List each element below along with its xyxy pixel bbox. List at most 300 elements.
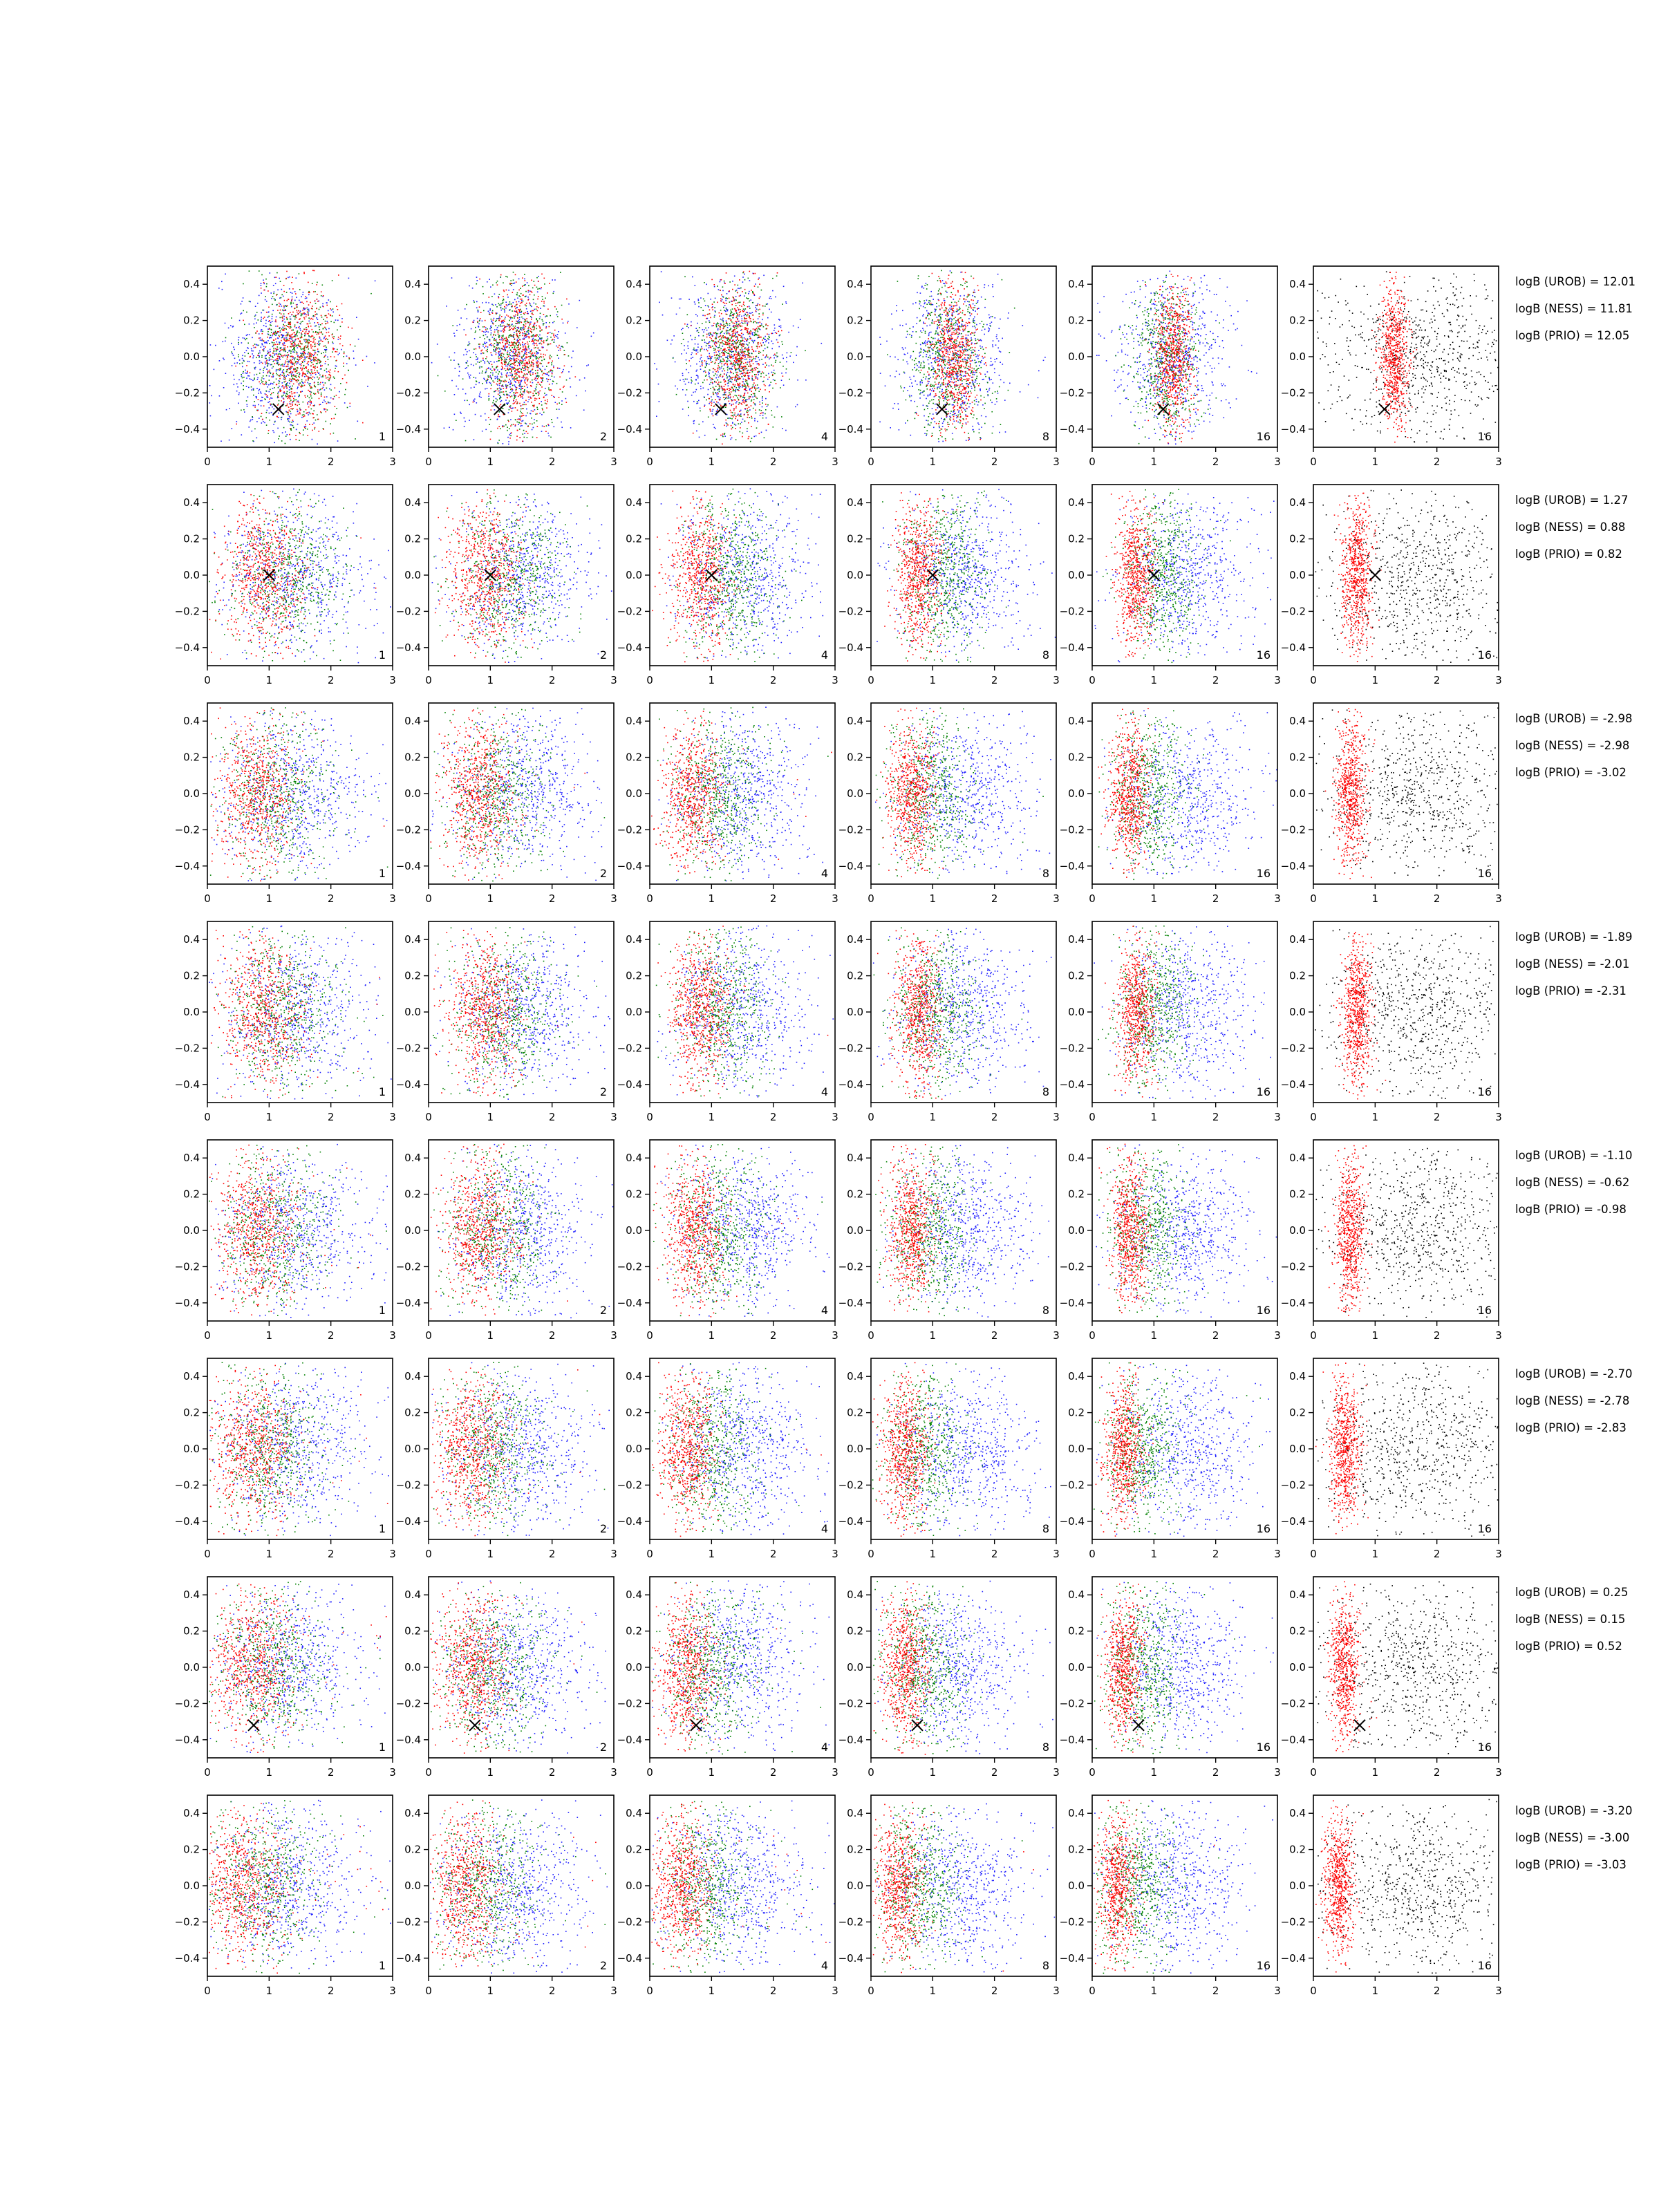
scatter-point xyxy=(749,332,750,333)
scatter-point xyxy=(523,359,524,361)
scatter-point xyxy=(509,335,510,336)
scatter-point xyxy=(776,360,777,362)
scatter-point xyxy=(270,404,272,406)
scatter-point xyxy=(291,363,292,364)
scatter-point xyxy=(290,346,292,348)
scatter-point xyxy=(514,316,516,317)
scatter-point xyxy=(285,321,286,323)
scatter-point xyxy=(548,362,550,364)
scatter-point xyxy=(522,367,523,368)
scatter-point xyxy=(269,391,270,393)
scatter-point xyxy=(747,370,749,371)
scatter-point xyxy=(707,356,709,357)
scatter-point xyxy=(261,340,263,341)
scatter-point xyxy=(511,383,512,384)
scatter-point xyxy=(773,372,774,373)
scatter-point xyxy=(734,424,735,425)
scatter-point xyxy=(302,348,303,350)
scatter-point xyxy=(281,306,282,307)
scatter-point xyxy=(521,300,523,301)
scatter-point xyxy=(686,326,688,327)
scatter-point xyxy=(704,301,706,302)
scatter-point xyxy=(259,357,260,358)
scatter-point xyxy=(326,332,328,334)
scatter-point xyxy=(289,392,290,393)
scatter-point xyxy=(297,373,298,374)
scatter-point xyxy=(488,377,489,378)
scatter-point xyxy=(529,294,531,296)
scatter-point xyxy=(310,346,312,347)
scatter-point xyxy=(542,380,543,382)
y-tick-label: 0.4 xyxy=(404,278,421,290)
scatter-point xyxy=(287,366,288,367)
scatter-point xyxy=(270,404,271,405)
scatter-point xyxy=(519,365,521,366)
scatter-point xyxy=(512,324,513,325)
scatter-point xyxy=(234,384,235,386)
scatter-point xyxy=(520,348,521,350)
scatter-point xyxy=(301,315,302,317)
scatter-point xyxy=(285,405,287,406)
scatter-point xyxy=(681,353,682,355)
scatter-point xyxy=(722,361,724,362)
scatter-point xyxy=(518,380,520,382)
scatter-point xyxy=(751,353,753,355)
scatter-point xyxy=(503,336,504,337)
scatter-point xyxy=(367,386,368,387)
scatter-point xyxy=(510,350,512,351)
scatter-point xyxy=(498,388,499,389)
scatter-point xyxy=(687,324,688,326)
scatter-point xyxy=(522,341,523,343)
scatter-point xyxy=(223,387,225,388)
scatter-point xyxy=(527,311,528,312)
scatter-point xyxy=(682,373,684,375)
scatter-point xyxy=(702,315,704,317)
x-tick-label: 3 xyxy=(610,456,617,468)
scatter-point xyxy=(500,339,502,341)
scatter-point xyxy=(691,353,693,354)
scatter-point xyxy=(314,367,315,368)
scatter-point xyxy=(528,391,529,393)
scatter-point xyxy=(514,334,515,335)
scatter-point xyxy=(728,380,729,382)
scatter-point xyxy=(292,362,294,364)
scatter-point xyxy=(254,362,255,364)
scatter-point xyxy=(696,389,697,391)
scatter-point xyxy=(701,346,702,348)
scatter-point xyxy=(558,350,559,351)
scatter-point xyxy=(536,413,538,415)
scatter-point xyxy=(697,402,699,404)
scatter-point xyxy=(313,422,315,424)
scatter-point xyxy=(494,350,496,352)
scatter-point xyxy=(297,379,299,381)
scatter-point xyxy=(308,315,309,316)
scatter-point xyxy=(319,337,321,339)
scatter-point xyxy=(356,317,357,318)
scatter-point xyxy=(514,371,516,373)
scatter-point xyxy=(526,423,527,424)
scatter-point xyxy=(285,386,287,387)
scatter-point xyxy=(522,344,523,345)
scatter-point xyxy=(523,377,525,379)
scatter-point xyxy=(474,348,475,350)
scatter-point xyxy=(537,378,538,379)
scatter-point xyxy=(540,363,541,364)
scatter-point xyxy=(243,297,244,299)
scatter-point xyxy=(332,335,333,336)
scatter-point xyxy=(313,411,315,412)
scatter-point xyxy=(503,349,505,350)
scatter-point xyxy=(731,438,733,439)
scatter-point xyxy=(543,412,545,413)
scatter-point xyxy=(797,404,798,406)
scatter-point xyxy=(273,351,274,353)
scatter-point xyxy=(279,306,280,307)
scatter-point xyxy=(514,327,516,328)
scatter-point xyxy=(507,352,508,353)
scatter-point xyxy=(287,404,288,405)
scatter-point xyxy=(299,300,300,301)
scatter-point xyxy=(340,326,341,328)
scatter-point xyxy=(557,316,559,317)
scatter-point xyxy=(527,299,529,301)
scatter-point xyxy=(451,359,452,361)
scatter-point xyxy=(314,359,315,360)
scatter-point xyxy=(290,292,292,293)
scatter-point xyxy=(261,405,262,406)
scatter-point xyxy=(247,406,248,407)
scatter-point xyxy=(530,321,532,323)
scatter-point xyxy=(293,368,294,370)
scatter-point xyxy=(292,388,293,390)
scatter-point xyxy=(697,299,699,300)
scatter-point xyxy=(303,292,304,293)
scatter-point xyxy=(328,371,330,373)
scatter-point xyxy=(466,354,467,355)
scatter-point xyxy=(489,308,491,310)
scatter-point xyxy=(267,337,268,338)
scatter-point xyxy=(338,339,339,340)
scatter-point xyxy=(715,338,717,339)
scatter-point xyxy=(294,332,295,333)
scatter-point xyxy=(308,369,309,371)
scatter-point xyxy=(754,404,756,405)
scatter-point xyxy=(704,282,705,283)
scatter-point xyxy=(328,364,329,366)
scatter-point xyxy=(271,404,272,405)
scatter-point xyxy=(541,401,542,402)
scatter-point xyxy=(241,383,242,384)
scatter-point xyxy=(335,406,336,407)
scatter-point xyxy=(769,385,770,386)
scatter-point xyxy=(306,346,307,347)
scatter-point xyxy=(506,337,507,338)
scatter-point xyxy=(537,409,538,410)
scatter-point xyxy=(315,314,317,315)
scatter-point xyxy=(259,391,260,392)
scatter-point xyxy=(554,330,556,331)
scatter-point xyxy=(514,343,516,344)
scatter-point xyxy=(556,336,558,337)
scatter-point xyxy=(279,389,281,391)
scatter-point xyxy=(542,296,543,297)
scatter-point xyxy=(280,281,281,282)
scatter-point xyxy=(310,353,311,354)
scatter-point xyxy=(547,381,549,382)
scatter-point xyxy=(332,312,334,313)
scatter-point xyxy=(460,317,462,319)
scatter-point xyxy=(774,357,775,359)
scatter-point xyxy=(706,400,707,401)
scatter-point xyxy=(518,349,519,350)
scatter-point xyxy=(301,417,303,418)
scatter-point xyxy=(507,324,508,325)
scatter-point xyxy=(735,395,736,396)
scatter-point xyxy=(709,335,710,336)
scatter-point xyxy=(525,356,527,357)
scatter-point xyxy=(744,274,745,275)
scatter-point xyxy=(335,387,336,388)
scatter-point xyxy=(704,435,706,436)
scatter-point xyxy=(346,382,348,384)
scatter-point xyxy=(706,361,707,362)
scatter-point xyxy=(537,320,538,321)
scatter-point xyxy=(269,359,270,361)
scatter-point xyxy=(308,321,310,322)
scatter-point xyxy=(541,371,543,372)
scatter-point xyxy=(272,318,273,319)
scatter-point xyxy=(735,333,736,335)
scatter-point xyxy=(300,346,301,348)
scatter-point xyxy=(279,336,280,337)
scatter-point xyxy=(313,393,315,395)
scatter-point xyxy=(771,298,772,299)
scatter-point xyxy=(479,368,480,369)
scatter-point xyxy=(579,379,581,381)
scatter-point xyxy=(521,314,522,315)
scatter-point xyxy=(521,425,523,427)
scatter-point xyxy=(485,429,487,431)
scatter-point xyxy=(571,366,572,368)
scatter-point xyxy=(318,419,319,420)
scatter-point xyxy=(483,353,485,354)
scatter-point xyxy=(514,346,516,347)
scatter-point xyxy=(695,285,696,286)
scatter-point xyxy=(509,347,510,348)
scatter-point xyxy=(291,373,292,375)
scatter-point xyxy=(272,359,273,360)
scatter-point xyxy=(733,390,735,391)
scatter-point xyxy=(762,415,764,416)
scatter-point xyxy=(537,392,538,393)
scatter-point xyxy=(236,424,237,425)
scatter-point xyxy=(318,379,319,380)
scatter-point xyxy=(320,382,321,384)
scatter-point xyxy=(303,359,304,361)
scatter-point xyxy=(282,343,283,344)
scatter-point xyxy=(334,418,335,420)
scatter-point xyxy=(717,285,718,287)
scatter-point xyxy=(219,360,221,362)
scatter-point xyxy=(496,353,497,354)
scatter-point xyxy=(268,430,270,431)
scatter-point xyxy=(482,383,483,384)
scatter-point xyxy=(510,318,512,319)
scatter-point xyxy=(550,437,552,438)
scatter-point xyxy=(512,292,514,293)
scatter-point xyxy=(723,324,724,325)
scatter-point xyxy=(543,321,544,322)
scatter-point xyxy=(281,340,282,341)
scatter-point xyxy=(675,362,676,363)
scatter-point xyxy=(690,366,691,367)
scatter-point xyxy=(560,272,561,273)
scatter-point xyxy=(525,350,527,352)
scatter-point xyxy=(329,378,330,379)
scatter-point xyxy=(745,314,747,315)
scatter-point xyxy=(469,344,470,346)
scatter-point xyxy=(740,410,742,411)
scatter-point xyxy=(300,391,301,393)
scatter-point xyxy=(277,393,279,394)
scatter-point xyxy=(532,313,533,315)
scatter-point xyxy=(715,298,716,299)
scatter-point xyxy=(700,366,701,367)
scatter-point xyxy=(501,362,503,364)
scatter-point xyxy=(482,293,484,294)
scatter-point xyxy=(308,376,309,377)
scatter-point xyxy=(222,289,223,290)
scatter-point xyxy=(483,335,485,337)
scatter-point xyxy=(715,337,717,338)
scatter-point xyxy=(289,416,290,418)
scatter-point xyxy=(744,279,746,281)
scatter-point xyxy=(492,285,494,286)
scatter-point xyxy=(506,346,507,348)
scatter-point xyxy=(521,302,523,303)
scatter-point xyxy=(283,345,285,346)
scatter-point xyxy=(486,342,487,344)
scatter-point xyxy=(486,350,487,352)
scatter-point xyxy=(527,364,529,365)
scatter-point xyxy=(729,379,731,380)
scatter-point xyxy=(550,379,551,380)
scatter-point xyxy=(325,382,326,384)
scatter-point xyxy=(516,400,517,401)
scatter-point xyxy=(242,358,243,359)
scatter-point xyxy=(458,364,460,366)
scatter-point xyxy=(297,386,299,388)
scatter-point xyxy=(300,302,301,303)
scatter-point xyxy=(303,273,305,274)
scatter-point xyxy=(747,364,748,366)
scatter-point xyxy=(272,383,273,384)
scatter-point xyxy=(321,395,322,397)
scatter-point xyxy=(259,338,260,339)
scatter-point xyxy=(554,397,555,398)
scatter-point xyxy=(735,299,737,301)
scatter-point xyxy=(327,409,328,411)
scatter-point xyxy=(722,366,723,367)
scatter-point xyxy=(765,306,766,307)
scatter-point xyxy=(720,404,721,405)
scatter-point xyxy=(261,292,262,294)
scatter-point xyxy=(503,380,504,382)
scatter-point xyxy=(290,316,291,317)
scatter-point xyxy=(712,383,713,384)
scatter-point xyxy=(519,429,521,430)
scatter-point xyxy=(293,316,294,317)
scatter-point xyxy=(681,343,682,344)
scatter-point xyxy=(557,337,559,339)
scatter-point xyxy=(302,330,303,332)
scatter-point xyxy=(738,375,739,376)
scatter-point xyxy=(295,362,297,363)
scatter-point xyxy=(715,310,716,312)
scatter-point xyxy=(746,344,747,345)
scatter-point xyxy=(269,420,270,421)
scatter-point xyxy=(772,290,774,292)
scatter-point xyxy=(734,364,735,366)
scatter-point xyxy=(288,414,289,415)
scatter-point xyxy=(504,310,505,312)
scatter-point xyxy=(328,328,330,330)
scatter-point xyxy=(287,374,288,375)
scatter-point xyxy=(727,397,729,399)
scatter-point xyxy=(525,306,527,307)
scatter-point xyxy=(315,368,316,369)
scatter-point xyxy=(503,391,505,393)
scatter-point xyxy=(306,339,307,341)
scatter-point xyxy=(545,322,547,324)
scatter-point xyxy=(527,369,529,371)
scatter-point xyxy=(535,303,536,305)
scatter-point xyxy=(338,371,339,373)
scatter-point xyxy=(525,335,526,336)
scatter-point xyxy=(527,391,528,392)
scatter-point xyxy=(482,359,484,361)
scatter-point xyxy=(536,325,537,326)
scatter-point xyxy=(524,274,525,275)
scatter-point xyxy=(756,305,757,306)
scatter-point xyxy=(283,324,284,326)
scatter-point xyxy=(275,339,276,340)
scatter-point xyxy=(487,379,488,380)
scatter-point xyxy=(691,358,692,359)
scatter-point xyxy=(283,402,284,403)
scatter-point xyxy=(727,353,729,354)
scatter-point xyxy=(541,360,543,362)
scatter-point xyxy=(527,387,528,388)
scatter-point xyxy=(301,353,303,355)
scatter-point xyxy=(514,377,515,378)
scatter-point xyxy=(504,309,505,310)
scatter-point xyxy=(299,440,300,441)
scatter-point xyxy=(253,388,254,390)
scatter-point xyxy=(499,294,500,295)
scatter-point xyxy=(527,282,528,283)
scatter-point xyxy=(259,333,260,335)
scatter-point xyxy=(508,369,509,371)
scatter-point xyxy=(238,394,240,395)
scatter-point xyxy=(330,377,331,379)
scatter-point xyxy=(301,391,303,392)
scatter-point xyxy=(301,332,302,334)
scatter-point xyxy=(541,287,542,288)
scatter-point xyxy=(291,375,292,376)
